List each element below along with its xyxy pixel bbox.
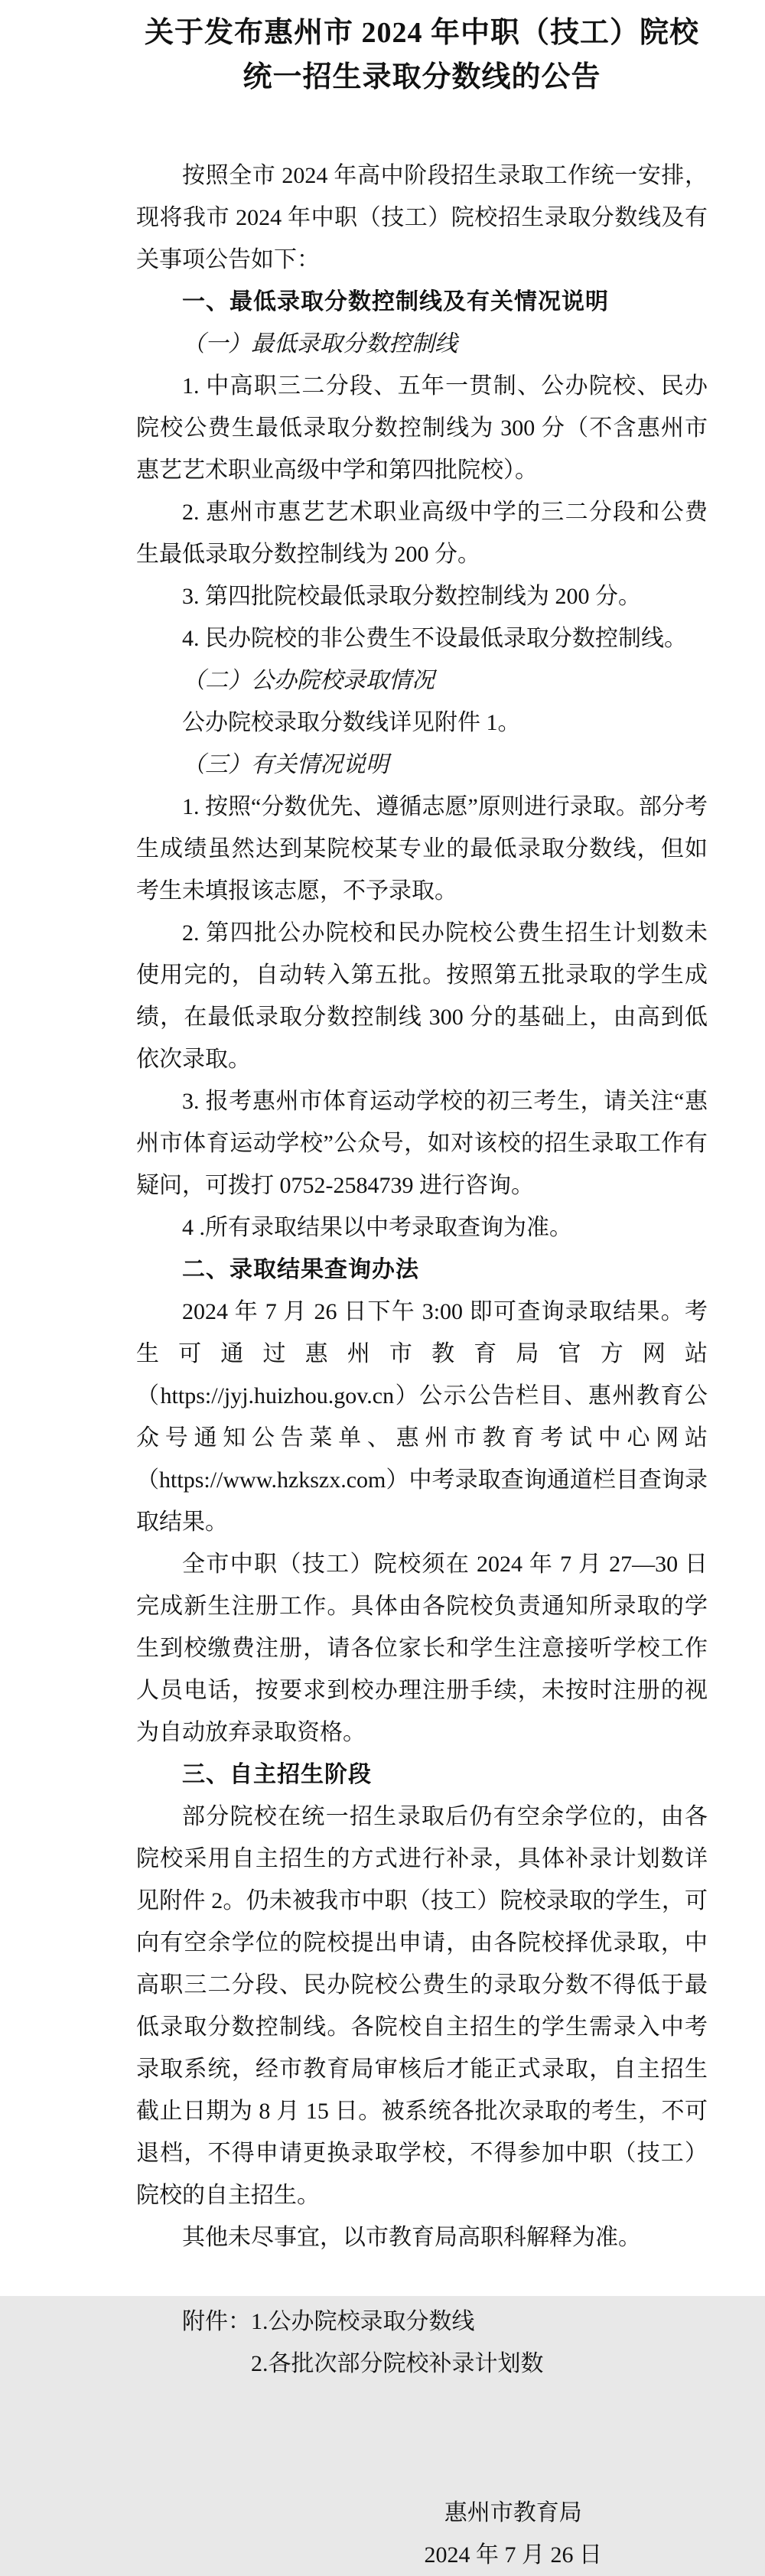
para-control-line-300: 1. 中高职三二分段、五年一贯制、公办院校、民办院校公费生最低录取分数控制线为 300 分（不含惠州市惠艺艺术职业高级中学和第四批院校）。 [136, 373, 708, 483]
attachment-item-1: 附件：1.公办院校录取分数线 [182, 2309, 475, 2334]
document-title-line-1: 关于发布惠州市 2024 年中职（技工）院校 [144, 17, 699, 49]
para-registration: 全市中职（技工）院校须在 2024 年 7 月 27—30 日完成新生注册工作。具体由各院校负责通知所录取的学生到校缴费注册，请各位家长和学生注意接听学校工作人员电话，按要求到校办理注册手续，未按时注册的视为自动放弃录取资格。 [136, 1552, 708, 1745]
document-body [136, 155, 708, 2576]
para-note-4: 4 .所有录取结果以中考录取查询为准。 [182, 1215, 572, 1240]
para-query-method: 2024 年 7 月 26 日下午 3:00 即可查询录取结果。考生可通过惠州市教育局官方网站（https://jyj.huizhou.gov.cn）公示公告栏目、惠州教育公众号通知公告菜单、惠州市教育考试中心网站（https://www.hzkszx.com）中考录取查询通道栏目查询录取结果。 [136, 1299, 708, 1535]
subheading-1-3: （三）有关情况说明 [182, 752, 389, 777]
heading-section-3: 三、自主招生阶段 [182, 1762, 372, 1787]
para-final-note: 其他未尽事宜，以市教育局高职科解释为准。 [182, 2225, 641, 2250]
subheading-1-2: （二）公办院校录取情况 [182, 668, 435, 693]
heading-section-2: 二、录取结果查询办法 [182, 1257, 419, 1282]
para-intro: 按照全市 2024 年高中阶段招生录取工作统一安排，现将我市 2024 年中职（技工）院校招生录取分数线及有关事项公告如下： [136, 163, 708, 272]
issue-date: 2024 年 7 月 26 日 [424, 2542, 602, 2568]
para-huiyi-200: 2. 惠州市惠艺艺术职业高级中学的三二分段和公费生最低录取分数控制线为 200 分。 [136, 500, 708, 567]
para-private-no-line: 4. 民办院校的非公费生不设最低录取分数控制线。 [182, 626, 687, 651]
para-public-admission: 公办院校录取分数线详见附件 1。 [182, 710, 521, 735]
para-note-2: 2. 第四批公办院校和民办院校公费生招生计划数未使用完的，自动转入第五批。按照第五批录取的学生成绩，在最低录取分数控制线 300 分的基础上，由高到低依次录取。 [136, 920, 708, 1072]
attachments-list [136, 2301, 708, 2385]
attachment-item-2: 2.各批次部分院校补录计划数 [251, 2351, 544, 2376]
para-self-enrollment: 部分院校在统一招生录取后仍有空余学位的，由各院校采用自主招生的方式进行补录，具体补录计划数详见附件 2。仍未被我市中职（技工）院校录取的学生，可向有空余学位的院校提出申请，由各院校择优录取，中高职三二分段、民办院校公费生的录取分数不得低于最低录取分数控制线。各院校自主招生的学生需录入中考录取系统，经市教育局审核后才能正式录取，自主招生截止日期为 8 月 15 日。被系统各批次录取的考生，不可退档，不得申请更换录取学校，不得参加中职（技工）院校的自主招生。 [136, 1804, 708, 2208]
signature-block [425, 2492, 603, 2576]
para-note-1: 1. 按照“分数优先、遵循志愿”原则进行录取。部分考生成绩虽然达到某院校某专业的最低录取分数线，但如考生未填报该志愿，不予录取。 [136, 794, 708, 904]
issuer-name: 惠州市教育局 [444, 2500, 582, 2526]
subheading-1-1: （一）最低录取分数控制线 [182, 331, 457, 357]
document-title [136, 11, 708, 99]
para-note-3: 3. 报考惠州市体育运动学校的初三考生，请关注“惠州市体育运动学校”公众号，如对该校的招生录取工作有疑问，可拨打 0752-2584739 进行咨询。 [136, 1089, 708, 1198]
document-title-line-2: 统一招生录取分数线的公告 [243, 61, 601, 93]
heading-section-1: 一、最低录取分数控制线及有关情况说明 [182, 289, 609, 314]
para-batch4-200: 3. 第四批院校最低录取分数控制线为 200 分。 [182, 584, 641, 609]
